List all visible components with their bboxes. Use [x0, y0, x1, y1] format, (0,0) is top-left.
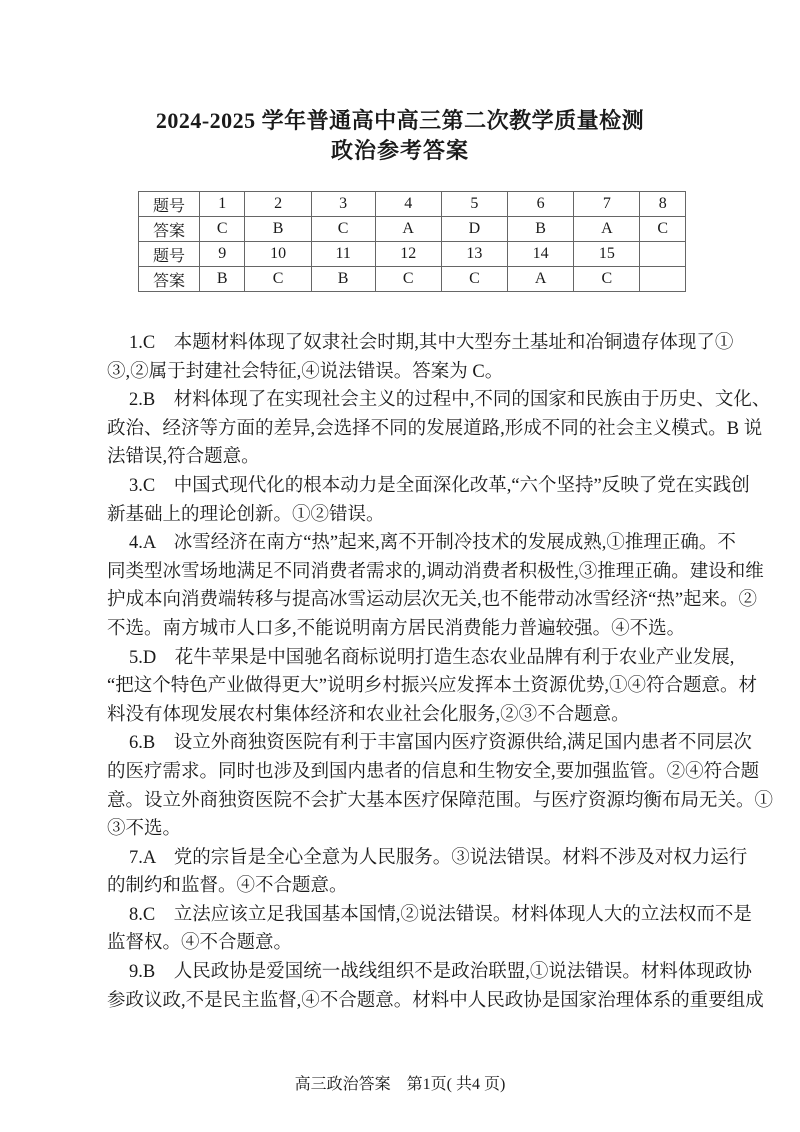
table-cell: 2 [245, 192, 311, 217]
text-line: 参政议政,不是民主监督,④不合题意。材料中人民政协是国家治理体系的重要组成 [107, 990, 764, 1011]
row-header-cell: 题号 [139, 242, 200, 267]
table-cell: C [311, 217, 375, 242]
text-line: “把这个特色产业做得更大”说明乡村振兴应发挥本土资源优势,①④符合题意。材 [107, 676, 758, 697]
explanation-paragraph [107, 958, 764, 1015]
table-cell: 13 [441, 242, 507, 267]
table-row [139, 267, 686, 292]
text-line: 的医疗需求。同时也涉及到国内患者的信息和生物安全,要加强监管。②④符合题 [107, 761, 760, 782]
table-cell: A [508, 267, 574, 292]
page-footer: 高三政治答案 第1页( 共4 页) [294, 1076, 506, 1093]
table-cell [640, 267, 686, 292]
table-cell: 15 [574, 242, 640, 267]
explanation-paragraph [107, 329, 734, 386]
text-line: 的制约和监督。④不合题意。 [107, 876, 348, 897]
table-cell: C [640, 217, 686, 242]
text-line: 6.B 设立外商独资医院有利于丰富国内医疗资源供给,满足国内患者不同层次 [129, 733, 752, 754]
document-subtitle: 政治参考答案 [330, 138, 469, 163]
table-cell: 14 [508, 242, 574, 267]
table-cell: C [574, 267, 640, 292]
explanation-paragraph [107, 901, 752, 958]
text-line: 料没有体现发展农村集体经济和农业社会化服务,②③不合题意。 [107, 704, 630, 725]
answer-table [138, 191, 686, 292]
text-line: 1.C 本题材料体现了奴隶社会时期,其中大型夯土基址和冶铜遗存体现了① [129, 333, 734, 353]
text-line: 7.A 党的宗旨是全心全意为人民服务。③说法错误。材料不涉及对权力运行 [129, 847, 748, 868]
table-cell: 10 [245, 242, 311, 267]
table-cell: 8 [640, 192, 686, 217]
text-line: 政治、经济等方面的差异,会选择不同的发展道路,形成不同的社会主义模式。B 说 [107, 418, 763, 439]
table-cell: 12 [375, 242, 441, 267]
row-header-cell: 答案 [139, 267, 200, 292]
table-cell: C [200, 217, 245, 242]
table-cell: A [375, 217, 441, 242]
table-row [139, 242, 686, 267]
text-line: 8.C 立法应该立足我国基本国情,②说法错误。材料体现人大的立法权而不是 [129, 904, 752, 925]
table-cell: 3 [311, 192, 375, 217]
explanation-paragraph [107, 472, 750, 529]
text-line: 4.A 冰雪经济在南方“热”起来,离不开制冷技术的发展成熟,①推理正确。不 [129, 533, 736, 554]
text-line: 意。设立外商独资医院不会扩大基本医疗保障范围。与医疗资源均衡布局无关。① [107, 790, 774, 811]
text-line: 2.B 材料体现了在实现社会主义的过程中,不同的国家和民族由于历史、文化、 [129, 390, 771, 411]
table-cell: C [441, 267, 507, 292]
table-cell: C [375, 267, 441, 292]
text-line: 监督权。④不合题意。 [107, 933, 293, 954]
table-cell: D [441, 217, 507, 242]
explanation-paragraph [107, 844, 748, 901]
table-cell: C [245, 267, 311, 292]
table-cell: 7 [574, 192, 640, 217]
table-cell: 1 [200, 192, 245, 217]
table-row [139, 217, 686, 242]
text-line: 新基础上的理论创新。①②错误。 [107, 504, 385, 525]
table-cell: B [508, 217, 574, 242]
document-title: 2024-2025 学年普通高中高三第二次教学质量检测 [155, 108, 645, 133]
table-cell: A [574, 217, 640, 242]
text-line: 9.B 人民政协是爱国统一战线组织不是政治联盟,①说法错误。材料体现政协 [129, 962, 752, 983]
explanation-paragraph [107, 729, 774, 843]
text-line: 不选。南方城市人口多,不能说明南方居民消费能力普遍较强。④不选。 [107, 618, 686, 639]
explanation-paragraph [107, 386, 771, 472]
table-cell: B [200, 267, 245, 292]
table-cell: 4 [375, 192, 441, 217]
row-header-cell: 题号 [139, 192, 200, 217]
text-line: 护成本向消费端转移与提高冰雪运动层次无关,也不能带动冰雪经济“热”起来。② [107, 590, 758, 611]
row-header-cell: 答案 [139, 217, 200, 242]
text-line: 5.D 花牛苹果是中国驰名商标说明打造生态农业品牌有利于农业产业发展, [129, 647, 735, 668]
table-cell: 11 [311, 242, 375, 267]
table-cell: B [245, 217, 311, 242]
table-cell: 5 [441, 192, 507, 217]
explanation-paragraph [107, 644, 758, 730]
text-line: 同类型冰雪场地满足不同消费者需求的,调动消费者积极性,③推理正确。建设和维 [107, 561, 764, 582]
table-cell: 9 [200, 242, 245, 267]
text-line: ③,②属于封建社会特征,④说法错误。答案为 C。 [107, 361, 504, 382]
explanation-paragraph [107, 529, 764, 643]
table-cell [640, 242, 686, 267]
table-cell: B [311, 267, 375, 292]
explanations [107, 329, 774, 1015]
text-line: 法错误,符合题意。 [107, 447, 260, 468]
table-cell: 6 [508, 192, 574, 217]
table-row [139, 192, 686, 217]
text-line: 3.C 中国式现代化的根本动力是全面深化改革,“六个坚持”反映了党在实践创 [129, 475, 750, 496]
text-line: ③不选。 [107, 819, 182, 840]
